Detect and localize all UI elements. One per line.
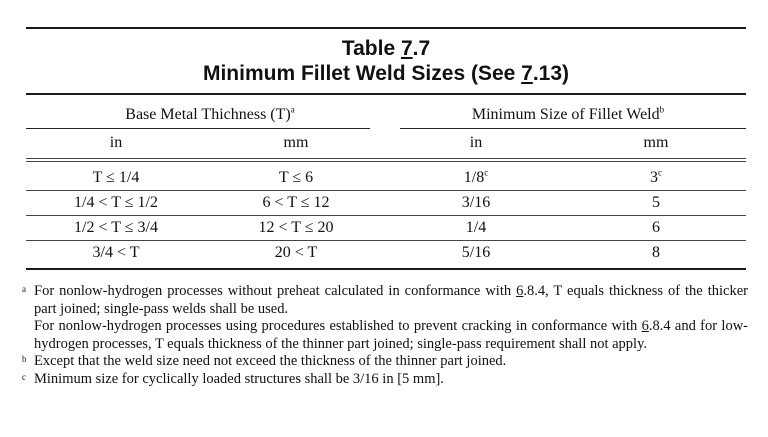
- row-divider: [26, 240, 746, 241]
- table-row-4-col-2: 20 < T: [274, 244, 318, 261]
- cell-footnote-mark: c: [658, 167, 662, 178]
- table-row-4-col-4: 8: [652, 244, 660, 261]
- row-divider: [26, 190, 746, 191]
- table-row-1-col-4: [556, 167, 756, 189]
- footnote-a-p2-pre: For nonlow-hydrogen processes using procedures established to prevent cracking in conformance with: [34, 318, 642, 334]
- cell-text: 3: [650, 169, 658, 186]
- footnote-a-p2-post: .8.4 and for low-hydrogen processes, T equals thickness of the thinner part joined; single-pass requirement shall not apply.: [34, 318, 748, 352]
- footnote-b: [22, 353, 748, 371]
- table-title: [26, 37, 746, 61]
- table-row-3-col-3: 1/4: [465, 219, 487, 236]
- table-row-1-col-1: [16, 167, 216, 189]
- title-bottom-rule: [26, 93, 746, 95]
- table-subtitle: [26, 62, 746, 86]
- table-title-ref-rest: .7: [412, 37, 431, 60]
- table-row-4-col-1: 3/4 < T: [92, 244, 140, 261]
- cell-text: T ≤ 6: [278, 169, 314, 186]
- table-subtitle-ref-rest: .13): [532, 62, 570, 85]
- header-double-rule-top: [26, 158, 746, 159]
- table-row-1-col-2: [196, 167, 396, 189]
- table-row-3-col-2: 12 < T ≤ 20: [258, 219, 334, 236]
- footnote-a-p1-ref: 6: [516, 283, 524, 299]
- table-row-1-col-3: [376, 167, 576, 189]
- group-header-fillet-weld: [398, 106, 738, 124]
- group-rule-right: [400, 128, 746, 129]
- group-header-fillet-weld-sup: b: [659, 104, 665, 115]
- table-row-2-col-4: 5: [652, 194, 660, 211]
- row-divider: [26, 215, 746, 216]
- footnote-c-mark: c: [22, 371, 26, 382]
- cell-text: 1/8: [463, 169, 485, 186]
- header-double-rule-bottom: [26, 161, 746, 162]
- group-header-base-metal: [60, 106, 360, 124]
- footnote-c-text: Minimum size for cyclically loaded structures shall be 3/16 in [5 mm].: [34, 370, 444, 387]
- table-row-3-col-1: 1/2 < T ≤ 3/4: [74, 219, 158, 236]
- footnote-c: [22, 371, 748, 389]
- table-subtitle-prefix: Minimum Fillet Weld Sizes (See: [202, 62, 522, 85]
- table-subtitle-ref-major: 7: [521, 62, 533, 85]
- table-row-2-col-2: 6 < T ≤ 12: [262, 194, 330, 211]
- footnote-a-mark: a: [22, 284, 26, 294]
- footnote-b-text: Except that the weld size need not exceed the thickness of the thinner part joined.: [34, 353, 507, 369]
- footnote-a-p2-ref: 6: [641, 318, 649, 334]
- footnote-a-p1-pre: For nonlow-hydrogen processes without preheat calculated in conformance with: [34, 283, 517, 299]
- column-header-in-2: in: [469, 134, 483, 151]
- table-title-ref-major: 7: [400, 37, 413, 60]
- column-header-mm-1: mm: [283, 134, 309, 151]
- group-rule-left: [26, 128, 370, 129]
- cell-text: T ≤ 1/4: [92, 169, 140, 186]
- table-row-2-col-1: 1/4 < T ≤ 1/2: [74, 194, 158, 211]
- footnote-a-p1-post: .8.4, T equals thickness of the thicker part joined; single-pass welds shall be used.: [34, 283, 748, 317]
- table-row-4-col-3: 5/16: [461, 244, 491, 261]
- table-bottom-rule: [26, 268, 746, 270]
- group-header-base-metal-text: Base Metal Thichness (T): [125, 106, 291, 123]
- cell-footnote-mark: c: [484, 167, 489, 178]
- footnote-b-mark: b: [22, 354, 27, 364]
- top-rule: [26, 27, 746, 29]
- table-row-2-col-3: 3/16: [461, 194, 491, 211]
- column-header-in-1: in: [109, 134, 123, 151]
- table-row-3-col-4: 6: [652, 219, 660, 236]
- group-header-base-metal-sup: a: [290, 104, 295, 115]
- group-header-fillet-weld-text: Minimum Size of Fillet Weld: [471, 106, 660, 123]
- footnote-a: [22, 283, 748, 318]
- column-header-mm-2: mm: [643, 134, 669, 151]
- table-title-prefix: Table: [341, 37, 401, 60]
- footnotes: [22, 283, 748, 388]
- footnote-a-paragraph-2: [22, 318, 748, 353]
